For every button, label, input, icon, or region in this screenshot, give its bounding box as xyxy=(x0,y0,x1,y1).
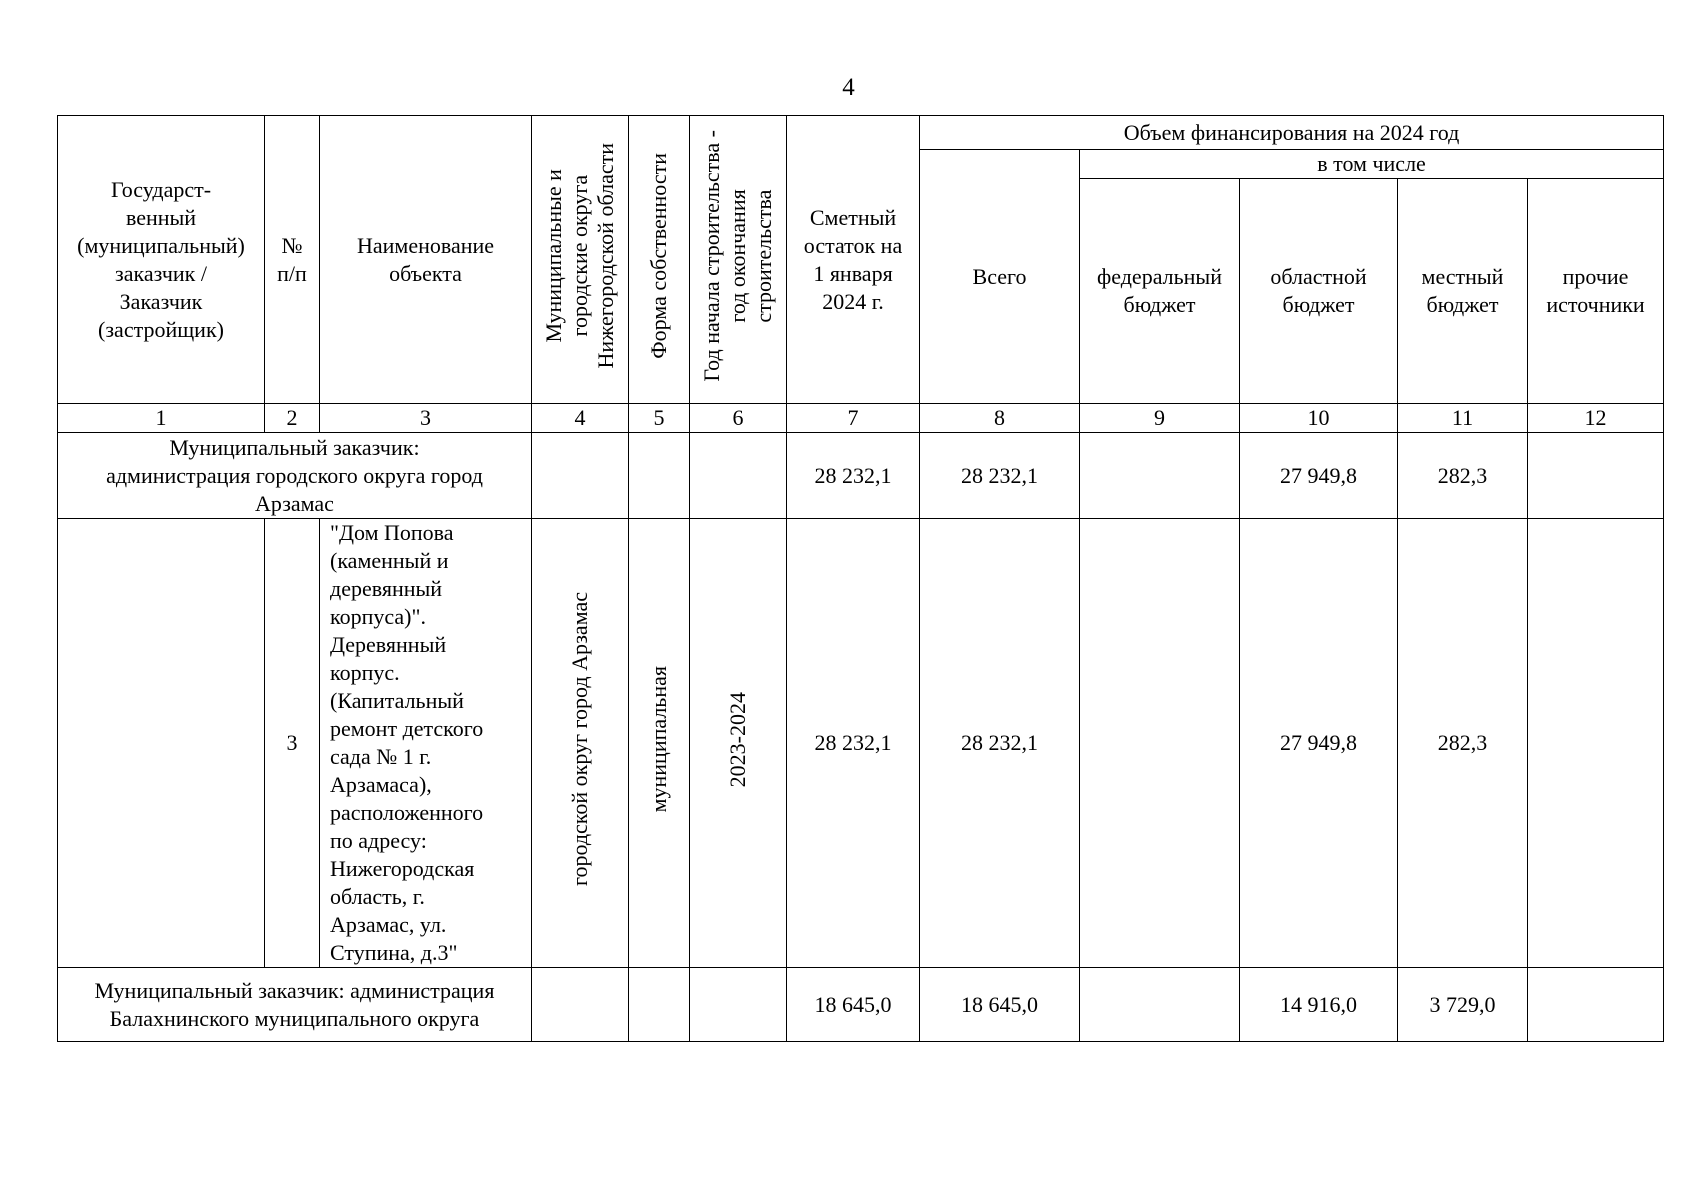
header-volume: Объем финансирования на 2024 год xyxy=(920,116,1664,150)
item-total: 28 232,1 xyxy=(920,519,1080,968)
group-other xyxy=(1528,433,1664,519)
group-customer: Муниципальный заказчик: администрация Балахнинского муниципального округа xyxy=(58,968,532,1042)
item-regional: 27 949,8 xyxy=(1240,519,1398,968)
financing-table xyxy=(57,115,1664,1042)
column-number: 11 xyxy=(1398,404,1528,433)
item-object-name: "Дом Попова (каменный и деревянный корпуса)". Деревянный корпус. (Капитальный ремонт детского сада № 1 г. Арзамаса), расположенного по адресу: Нижегородская область, г. Арзамас, ул. Ступина, д.3" xyxy=(320,519,532,968)
header-ownership: Форма собственности xyxy=(629,116,690,404)
group-remainder: 28 232,1 xyxy=(787,433,920,519)
item-local: 282,3 xyxy=(1398,519,1528,968)
group-other xyxy=(1528,968,1664,1042)
header-municipalities: Муниципальные и городские округа Нижегородской области xyxy=(532,116,629,404)
header-years: Год начала строительства - год окончания строительства xyxy=(690,116,787,404)
group-municipality xyxy=(532,968,629,1042)
column-number: 3 xyxy=(320,404,532,433)
group-years xyxy=(690,433,787,519)
group-total: 28 232,1 xyxy=(920,433,1080,519)
group-ownership xyxy=(629,433,690,519)
header-customer: Государст- венный (муниципальный) заказчик / Заказчик (застройщик) xyxy=(58,116,265,404)
page-number: 4 xyxy=(842,74,855,101)
header-number: № п/п xyxy=(265,116,320,404)
header-local: местный бюджет xyxy=(1398,179,1528,404)
header-other: прочие источники xyxy=(1528,179,1664,404)
header-remainder: Сметный остаток на 1 января 2024 г. xyxy=(787,116,920,404)
item-municipality: городской округ город Арзамас xyxy=(532,519,629,968)
group-federal xyxy=(1080,968,1240,1042)
header-federal: федеральный бюджет xyxy=(1080,179,1240,404)
item-remainder: 28 232,1 xyxy=(787,519,920,968)
group-ownership xyxy=(629,968,690,1042)
column-number: 4 xyxy=(532,404,629,433)
item-customer xyxy=(58,519,265,968)
group-total: 18 645,0 xyxy=(920,968,1080,1042)
group-municipality xyxy=(532,433,629,519)
group-customer: Муниципальный заказчик: администрация городского округа город Арзамас xyxy=(58,433,532,519)
group-local: 282,3 xyxy=(1398,433,1528,519)
column-number: 2 xyxy=(265,404,320,433)
item-years: 2023-2024 xyxy=(690,519,787,968)
table-row xyxy=(58,433,1664,519)
column-number: 12 xyxy=(1528,404,1664,433)
item-other xyxy=(1528,519,1664,968)
column-number: 6 xyxy=(690,404,787,433)
group-federal xyxy=(1080,433,1240,519)
table-row xyxy=(58,519,1664,968)
group-years xyxy=(690,968,787,1042)
column-number: 5 xyxy=(629,404,690,433)
column-number: 7 xyxy=(787,404,920,433)
header-object-name: Наименование объекта xyxy=(320,116,532,404)
header-total: Всего xyxy=(920,150,1080,404)
column-number: 8 xyxy=(920,404,1080,433)
group-local: 3 729,0 xyxy=(1398,968,1528,1042)
item-number: 3 xyxy=(265,519,320,968)
header-row-1 xyxy=(58,116,1664,150)
column-number: 9 xyxy=(1080,404,1240,433)
column-numbers-row xyxy=(58,404,1664,433)
column-number: 10 xyxy=(1240,404,1398,433)
group-remainder: 18 645,0 xyxy=(787,968,920,1042)
header-including: в том числе xyxy=(1080,150,1664,179)
group-regional: 27 949,8 xyxy=(1240,433,1398,519)
item-federal xyxy=(1080,519,1240,968)
item-ownership: муниципальная xyxy=(629,519,690,968)
table-row xyxy=(58,968,1664,1042)
column-number: 1 xyxy=(58,404,265,433)
group-regional: 14 916,0 xyxy=(1240,968,1398,1042)
header-regional: областной бюджет xyxy=(1240,179,1398,404)
